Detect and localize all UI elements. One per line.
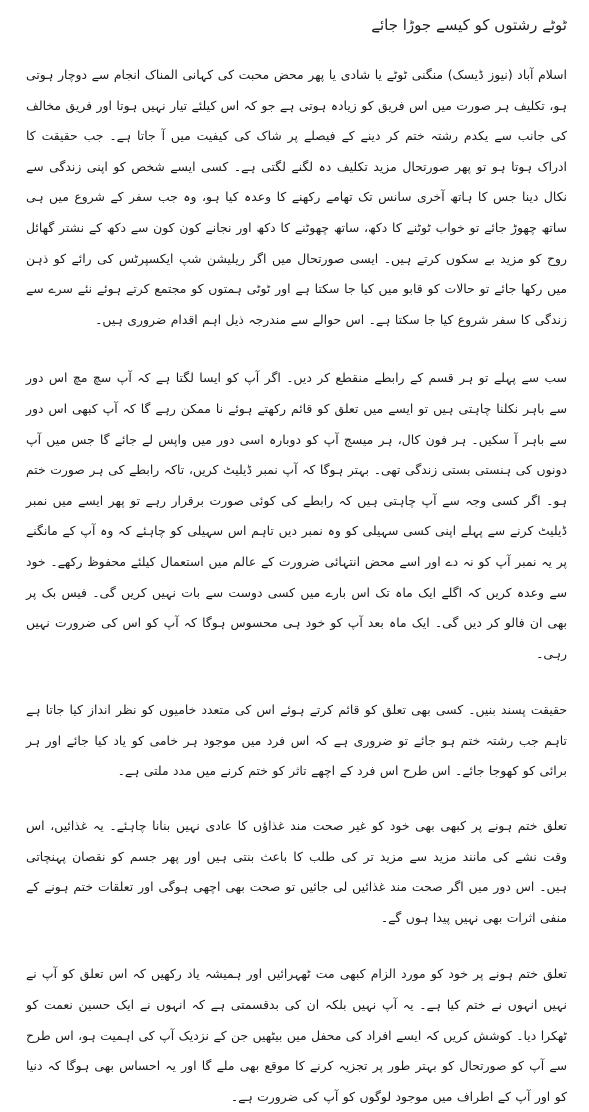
article-paragraph: حقیقت پسند بنیں۔ کسی بھی تعلق کو قائم کرتے ہوئے اس کی متعدد خامیوں کو نظر انداز کیا جاتا ہے تاہم جب رشتہ ختم ہو جائے تو ضروری ہے کہ اس فرد میں موجود ہر خامی کو یاد کیا جائے اور ہر برائی کو کھوجا جائے۔ اس طرح اس فرد کے اچھے تاثر کو ختم کرنے میں مدد ملتی ہے۔: [26, 702, 567, 779]
article-paragraph: تعلق ختم ہونے پر خود کو مورد الزام کبھی مت ٹھہرائیں اور ہمیشہ یاد رکھیں کہ اس تعلق کو آپ نے نہیں انہوں نے ختم کیا ہے۔ یہ آپ نہیں بلکہ ان کی بدقسمتی ہے کہ انہوں نے ایک حسین نعمت کو ٹھکرا دیا۔ کوشش کریں کہ ایسے افراد کی محفل میں بیٹھیں جن کے نزدیک آپ کی اہمیت ہو، اس طرح سے آپ کو صورتحال کو بہتر طور پر تجزیہ کرنے کا موقع بھی ملے گا اور یہ احساس بھی ہوگا کہ دنیا کو اور آپ کے اطراف میں موجود لوگوں کو آپ کی ضرورت ہے۔: [26, 966, 567, 1104]
article-paragraph: سب سے پہلے تو ہر قسم کے رابطے منقطع کر دیں۔ اگر آپ کو ایسا لگتا ہے کہ آپ سچ مچ اس دور سے باہر نکلنا چاہتی ہیں تو ایسے میں تعلق کو قائم رکھتے ہوئے نا ممکن رہے گا کہ آپ کبھی اس دور سے باہر آ سکیں۔ ہر فون کال، ہر میسج آپ کو دوبارہ اسی دور میں واپس لے جائے گا جس میں آپ دونوں کی ہنستی بستی زندگی تھی۔ بہتر ہوگا کہ آپ نمبر ڈیلیٹ کریں، تاکہ رابطے کی ہر صورت ختم ہو۔ اگر کسی وجہ سے آپ چاہتی ہیں کہ رابطے کی کوئی صورت برقرار رہے تو پھر ایسے میں نمبر ڈیلیٹ کرنے سے پہلے اپنی کسی سہیلی کو وہ نمبر دیں تاہم اس سہیلی کو چاہئے کہ وہ آپ کے مانگنے پر یہ نمبر آپ کو نہ دے اور اسے محض انتہائی ضرورت کے عالم میں استعمال کیلئے محفوظ رکھے۔ خود سے وعدہ کریں کہ اگلے ایک ماہ تک اس بارے میں کسی دوست سے بات نہیں کریں گی۔ فیس بک پر بھی ان فالو کر دیں گی۔ ایک ماہ بعد آپ کو خود ہی محسوس ہوگا کہ آپ کو اس کی ضرورت نہیں رہی۔: [26, 370, 567, 661]
article-paragraph: اسلام آباد (نیوز ڈیسک) منگنی ٹوٹے یا شادی یا پھر محض محبت کی کہانی المناک انجام سے دوچار ہوتی ہو، تکلیف ہر صورت میں اس فریق کو زیادہ ہوتی ہے جو کہ اس کیلئے تیار نہیں ہوتا اور فریق مخالف کی جانب سے یکدم رشتہ ختم کر دینے کے فیصلے پر شاک کی کیفیت میں آ جاتا ہے۔ جب حقیقت کا ادراک ہوتا ہو تو پھر صورتحال مزید تکلیف دہ لگنے لگتی ہے۔ کسی ایسے شخص کو اپنی زندگی سے نکال دینا جس کا ہاتھ آخری سانس تک تھامے رکھنے کا وعدہ کیا ہو، وہ جب سفر کے شروع میں ہی ساتھ چھوڑ جائے تو خواب ٹوٹنے کا دکھ، ساتھ چھوٹنے کا دکھ اور نجانے کون کون سے دکھ کے نشتر گھائل روح کو مزید بے سکوں کرتے ہیں۔ ایسی صورتحال میں اگر ریلیشن شپ ایکسپرٹس کی رائے کو ذہن میں رکھا جائے تو حالات کو قابو میں کیا جا سکتا ہے اور ٹوٹی ہمتوں کو مجتمع کرتے ہوئے نئے سرے سے زندگی کا سفر شروع کیا جا سکتا ہے۔ اس حوالے سے مندرجہ ذیل اہم اقدام ضروری ہیں۔: [26, 67, 567, 327]
article-title: ٹوٹے رشتوں کو کیسے جوڑا جائے: [371, 16, 567, 34]
article-paragraph: تعلق ختم ہونے پر کبھی بھی خود کو غیر صحت مند غذاؤں کا عادی نہیں بنانا چاہئے۔ یہ غذائیں، اس وقت نشے کی مانند مزید سے مزید تر کی طلب کا باعث بنتی ہیں اور پھر جسم کو نقصان پہنچاتی ہیں۔ اس دور میں اگر صحت مند غذائیں لی جائیں تو صحت بھی اچھی ہوگی اور تعلقات ختم ہونے کے منفی اثرات بھی نہیں پیدا ہوں گے۔: [26, 818, 567, 925]
